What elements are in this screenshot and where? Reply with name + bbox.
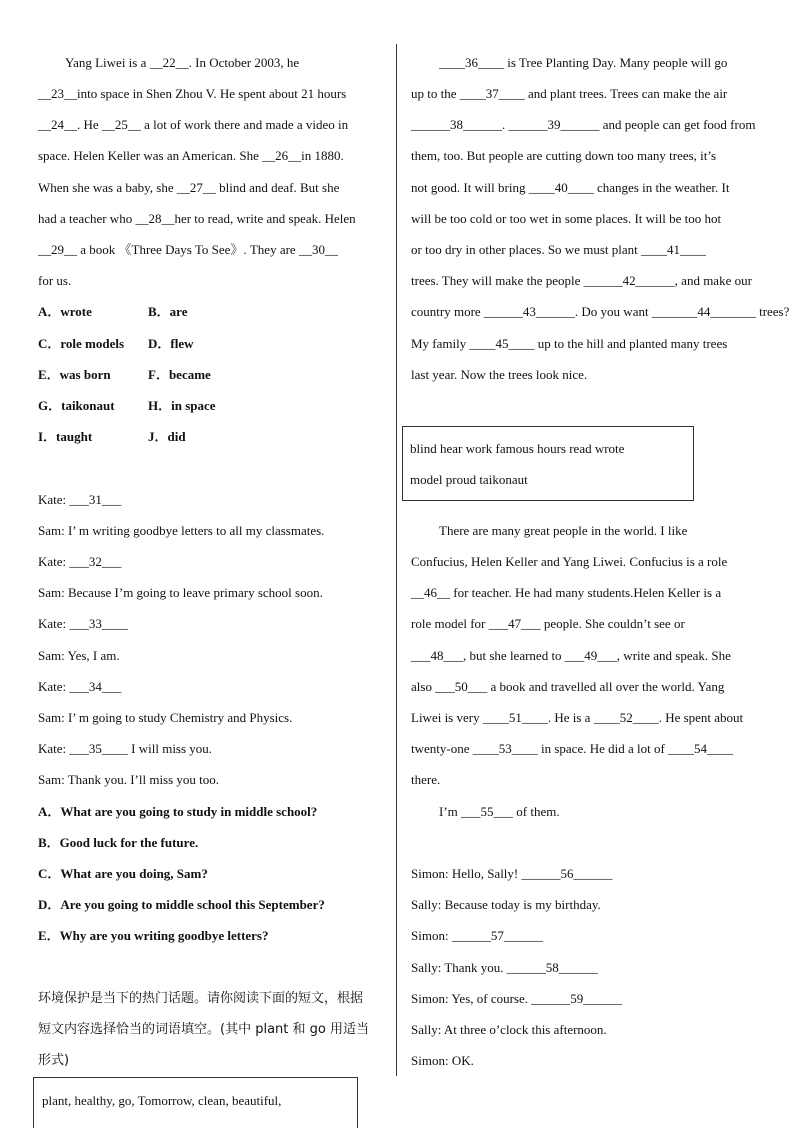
passage-line: last year. Now the trees look nice. [411, 367, 588, 382]
passage-line: My family ____45____ up to the hill and planted many trees [411, 336, 728, 351]
dialogue-line: Simon: Yes, of course. ______59______ [411, 991, 623, 1006]
dialogue-line: Simon: Hello, Sally! ______56______ [411, 866, 613, 881]
dialogue-line: Simon: ______57______ [411, 928, 543, 943]
word-bank-box [33, 1077, 358, 1128]
option-g: G．taikonaut [38, 398, 115, 413]
passage-line: or too dry in other places. So we must plant ____41____ [411, 242, 706, 257]
passage-line: When she was a baby, she __27__ blind and deaf. But she [38, 180, 340, 195]
dialogue-line: Kate: ___32___ [38, 554, 122, 569]
passage-line: role model for ___47___ people. She couldn’t see or [411, 616, 685, 631]
passage-line: I’m ___55___ of them. [439, 804, 560, 819]
passage-line: There are many great people in the world. I like [439, 523, 688, 538]
option-j: J．did [148, 429, 186, 444]
option-e: E．Why are you writing goodbye letters? [38, 928, 269, 943]
dialogue-line: Sally: Because today is my birthday. [411, 897, 601, 912]
word-bank-box [402, 426, 694, 501]
option-f: F．became [148, 367, 211, 382]
passage-line: there. [411, 772, 441, 787]
dialogue-line: Sam: Because I’m going to leave primary school soon. [38, 585, 323, 600]
passage-line: __23__into space in Shen Zhou V. He spent about 21 hours [38, 86, 347, 101]
word-bank-line: blind hear work famous hours read wrote [410, 441, 625, 456]
option-a: A．wrote [38, 304, 92, 319]
option-d: D．flew [148, 336, 194, 351]
word-bank-text: plant, healthy, go, Tomorrow, clean, beautiful, [42, 1093, 282, 1108]
option-b: B．are [148, 304, 188, 319]
dialogue-line: Sally: Thank you. ______58______ [411, 960, 598, 975]
option-c: C．role models [38, 336, 125, 351]
passage-line: __46__ for teacher. He had many students.Helen Keller is a [411, 585, 722, 600]
dialogue-line: Sam: Thank you. I’ll miss you too. [38, 772, 220, 787]
option-e: E．was born [38, 367, 111, 382]
passage-line: had a teacher who __28__her to read, write and speak. Helen [38, 211, 356, 226]
passage-line: them, too. But people are cutting down too many trees, it’s [411, 148, 717, 163]
dialogue-line: Sam: I’ m going to study Chemistry and Physics. [38, 710, 293, 725]
passage-line: twenty-one ____53____ in space. He did a lot of ____54____ [411, 741, 734, 756]
passage-line: __24__. He __25__ a lot of work there and made a video in [38, 117, 349, 132]
passage-line: Confucius, Helen Keller and Yang Liwei. Confucius is a role [411, 554, 728, 569]
passage-line: not good. It will bring ____40____ changes in the weather. It [411, 180, 730, 195]
passage-line: ___48___, but she learned to ___49___, write and speak. She [411, 648, 731, 663]
option-a: A．What are you going to study in middle school? [38, 804, 318, 819]
passage-line: space. Helen Keller was an American. She __26__in 1880. [38, 148, 344, 163]
passage-line: __29__ a book 《Three Days To See》. They are __30__ [38, 242, 338, 257]
passage-line: ______38______. ______39______ and people can get food from [411, 117, 756, 132]
passage-line: also ___50___ a book and travelled all over the world. Yang [411, 679, 725, 694]
dialogue-line: Sam: I’ m writing goodbye letters to all my classmates. [38, 523, 325, 538]
option-c: C．What are you doing, Sam? [38, 866, 208, 881]
column-divider [396, 44, 397, 1076]
dialogue-line: Kate: ___35____ I will miss you. [38, 741, 213, 756]
dialogue-line: Simon: OK. [411, 1053, 474, 1068]
instruction-line: 短文内容选择恰当的词语填空。(其中 plant 和 go 用适当 [38, 1022, 369, 1037]
dialogue-line: Kate: ___31___ [38, 492, 122, 507]
dialogue-line: Sally: At three o’clock this afternoon. [411, 1022, 607, 1037]
instruction-line: 形式) [38, 1053, 70, 1068]
instruction-line: 环境保护是当下的热门话题。请你阅读下面的短文，根据 [38, 991, 364, 1006]
option-b: B．Good luck for the future. [38, 835, 199, 850]
passage-line: country more ______43______. Do you want _______44_______ trees? [411, 304, 790, 319]
option-h: H．in space [148, 398, 216, 413]
passage-line: for us. [38, 273, 72, 288]
passage-line: Yang Liwei is a __22__. In October 2003, he [65, 55, 300, 70]
passage-line: up to the ____37____ and plant trees. Trees can make the air [411, 86, 728, 101]
passage-line: Liwei is very ____51____. He is a ____52____. He spent about [411, 710, 744, 725]
passage-line: trees. They will make the people ______42______, and make our [411, 273, 752, 288]
word-bank-line: model proud taikonaut [410, 472, 528, 487]
passage-line: will be too cold or too wet in some places. It will be too hot [411, 211, 722, 226]
option-i: I．taught [38, 429, 93, 444]
option-d: D．Are you going to middle school this September? [38, 897, 325, 912]
dialogue-line: Kate: ___33____ [38, 616, 128, 631]
dialogue-line: Sam: Yes, I am. [38, 648, 120, 663]
dialogue-line: Kate: ___34___ [38, 679, 122, 694]
passage-line: ____36____ is Tree Planting Day. Many people will go [439, 55, 728, 70]
